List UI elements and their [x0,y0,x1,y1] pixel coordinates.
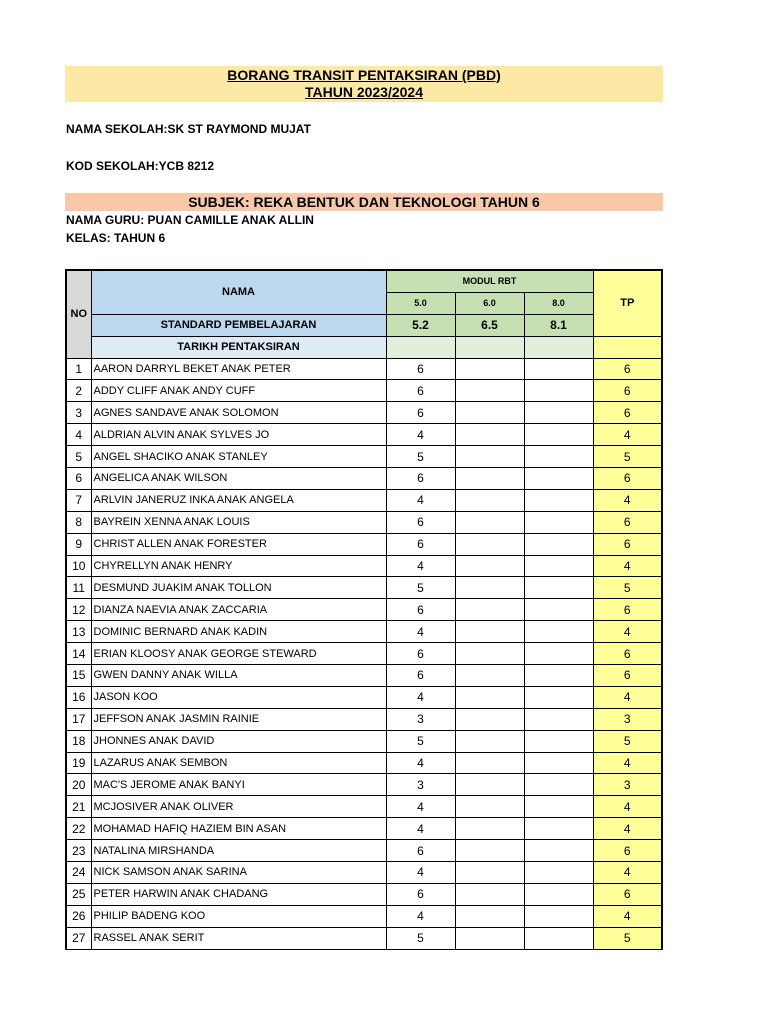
score-cell[interactable] [524,511,593,533]
row-number: 21 [66,796,91,818]
student-name: JASON KOO [91,686,386,708]
table-row [66,861,662,883]
score-cell[interactable] [524,380,593,402]
score-cell[interactable]: 6 [386,358,455,380]
score-cell[interactable] [524,730,593,752]
module-header: 5.0 [386,292,455,314]
table-row [66,708,662,730]
table-row [66,489,662,511]
table-row [66,664,662,686]
score-cell[interactable]: 6 [386,533,455,555]
assessment-table [65,269,663,950]
score-cell[interactable] [524,643,593,665]
score-cell[interactable]: 6 [386,883,455,905]
student-name: ANGELICA ANAK WILSON [91,467,386,489]
score-cell[interactable] [455,511,524,533]
score-cell[interactable] [524,599,593,621]
tp-cell[interactable]: 5 [593,730,662,752]
score-cell[interactable]: 6 [386,402,455,424]
form-title: BORANG TRANSIT PENTAKSIRAN (PBD) [227,67,501,83]
score-cell[interactable] [455,840,524,862]
score-cell[interactable] [524,664,593,686]
score-cell[interactable] [455,927,524,949]
score-cell[interactable] [455,533,524,555]
student-name: NATALINA MIRSHANDA [91,840,386,862]
row-number: 23 [66,840,91,862]
standard-label: STANDARD PEMBELAJARAN [91,314,386,336]
score-cell[interactable] [524,905,593,927]
table-row [66,621,662,643]
row-number: 7 [66,489,91,511]
student-name: AGNES SANDAVE ANAK SOLOMON [91,402,386,424]
standard-value: 6.5 [455,314,524,336]
table-row [66,424,662,446]
student-name: DESMUND JUAKIM ANAK TOLLON [91,577,386,599]
score-cell[interactable] [524,467,593,489]
score-cell[interactable] [524,621,593,643]
score-cell[interactable] [455,621,524,643]
student-name: PETER HARWIN ANAK CHADANG [91,883,386,905]
table-row [66,883,662,905]
table-row [66,358,662,380]
tp-cell[interactable]: 4 [593,621,662,643]
score-cell[interactable] [455,752,524,774]
tp-cell[interactable]: 4 [593,818,662,840]
row-number: 8 [66,511,91,533]
row-number: 20 [66,774,91,796]
student-name: JEFFSON ANAK JASMIN RAINIE [91,708,386,730]
score-cell[interactable]: 5 [386,927,455,949]
table-row [66,511,662,533]
table-row [66,555,662,577]
no-header: NO [66,270,91,358]
score-cell[interactable]: 4 [386,861,455,883]
table-row [66,599,662,621]
score-cell[interactable]: 6 [386,511,455,533]
score-cell[interactable]: 4 [386,752,455,774]
tp-blank-cell [593,336,662,358]
row-number: 14 [66,643,91,665]
student-name: NICK SAMSON ANAK SARINA [91,861,386,883]
module-header: 8.0 [524,292,593,314]
score-cell[interactable]: 6 [386,380,455,402]
tp-cell[interactable]: 6 [593,664,662,686]
row-number: 6 [66,467,91,489]
table-row [66,796,662,818]
tp-cell[interactable]: 3 [593,708,662,730]
tp-cell[interactable]: 3 [593,774,662,796]
row-number: 2 [66,380,91,402]
score-cell[interactable] [524,840,593,862]
student-name: ARLVIN JANERUZ INKA ANAK ANGELA [91,489,386,511]
student-name: DIANZA NAEVIA ANAK ZACCARIA [91,599,386,621]
row-number: 18 [66,730,91,752]
tp-cell[interactable]: 4 [593,752,662,774]
score-cell[interactable]: 3 [386,708,455,730]
score-cell[interactable] [524,686,593,708]
table-row [66,818,662,840]
score-cell[interactable] [455,555,524,577]
score-cell[interactable] [455,905,524,927]
score-cell[interactable] [455,883,524,905]
table-row [66,840,662,862]
table-row [66,730,662,752]
row-number: 3 [66,402,91,424]
row-number: 13 [66,621,91,643]
tp-cell[interactable]: 4 [593,686,662,708]
score-cell[interactable] [524,489,593,511]
tp-cell[interactable]: 6 [593,533,662,555]
nama-header: NAMA [91,270,386,314]
score-cell[interactable] [455,402,524,424]
score-cell[interactable] [524,774,593,796]
tp-cell[interactable]: 5 [593,927,662,949]
tp-cell[interactable]: 5 [593,446,662,468]
tarikh-cell[interactable] [455,336,524,358]
tarikh-label: TARIKH PENTAKSIRAN [91,336,386,358]
score-cell[interactable] [455,358,524,380]
table-row [66,905,662,927]
score-cell[interactable] [455,730,524,752]
score-cell[interactable]: 5 [386,446,455,468]
tp-cell[interactable]: 4 [593,555,662,577]
score-cell[interactable] [455,577,524,599]
modul-header: MODUL RBT [386,270,593,292]
row-number: 27 [66,927,91,949]
tarikh-cell[interactable] [524,336,593,358]
score-cell[interactable] [455,818,524,840]
school-code: KOD SEKOLAH:YCB 8212 [66,159,215,173]
score-cell[interactable] [455,380,524,402]
score-cell[interactable]: 6 [386,840,455,862]
student-name: MCJOSIVER ANAK OLIVER [91,796,386,818]
score-cell[interactable] [524,446,593,468]
tp-cell[interactable]: 6 [593,883,662,905]
form-title-band [65,66,663,102]
student-name: CHYRELLYN ANAK HENRY [91,555,386,577]
table-row [66,643,662,665]
score-cell[interactable] [524,555,593,577]
score-cell[interactable]: 4 [386,424,455,446]
tp-cell[interactable]: 6 [593,380,662,402]
table-row [66,380,662,402]
score-cell[interactable]: 4 [386,686,455,708]
score-cell[interactable]: 6 [386,599,455,621]
student-name: AARON DARRYL BEKET ANAK PETER [91,358,386,380]
score-cell[interactable]: 4 [386,489,455,511]
student-name: LAZARUS ANAK SEMBON [91,752,386,774]
student-name: MOHAMAD HAFIQ HAZIEM BIN ASAN [91,818,386,840]
tp-cell[interactable]: 4 [593,861,662,883]
score-cell[interactable]: 4 [386,555,455,577]
tp-cell[interactable]: 4 [593,489,662,511]
school-name: NAMA SEKOLAH:SK ST RAYMOND MUJAT [66,122,311,136]
score-cell[interactable] [524,796,593,818]
table-row [66,577,662,599]
student-name: PHILIP BADENG KOO [91,905,386,927]
row-number: 4 [66,424,91,446]
row-number: 19 [66,752,91,774]
score-cell[interactable] [455,708,524,730]
tp-cell[interactable]: 4 [593,905,662,927]
row-number: 16 [66,686,91,708]
row-number: 9 [66,533,91,555]
score-cell[interactable] [524,358,593,380]
score-cell[interactable] [455,774,524,796]
row-number: 11 [66,577,91,599]
score-cell[interactable] [524,708,593,730]
standard-value: 8.1 [524,314,593,336]
score-cell[interactable] [524,818,593,840]
score-cell[interactable] [524,883,593,905]
tp-cell[interactable]: 6 [593,840,662,862]
student-name: RASSEL ANAK SERIT [91,927,386,949]
score-cell[interactable] [524,424,593,446]
table-row [66,927,662,949]
score-cell[interactable] [524,533,593,555]
row-number: 5 [66,446,91,468]
row-number: 25 [66,883,91,905]
table-row [66,402,662,424]
student-name: ANGEL SHACIKO ANAK STANLEY [91,446,386,468]
score-cell[interactable] [524,861,593,883]
row-number: 24 [66,861,91,883]
tp-cell[interactable]: 6 [593,643,662,665]
table-row [66,446,662,468]
subject-title: SUBJEK: REKA BENTUK DAN TEKNOLOGI TAHUN 6 [65,193,663,211]
score-cell[interactable] [455,686,524,708]
score-cell[interactable] [524,752,593,774]
student-name: DOMINIC BERNARD ANAK KADIN [91,621,386,643]
row-number: 10 [66,555,91,577]
score-cell[interactable]: 5 [386,730,455,752]
tp-cell[interactable]: 6 [593,402,662,424]
form-year: TAHUN 2023/2024 [304,84,424,100]
score-cell[interactable] [455,446,524,468]
table-row [66,752,662,774]
standard-value: 5.2 [386,314,455,336]
score-cell[interactable]: 4 [386,796,455,818]
row-number: 12 [66,599,91,621]
score-cell[interactable]: 6 [386,467,455,489]
row-number: 1 [66,358,91,380]
teacher-name: NAMA GURU: PUAN CAMILLE ANAK ALLIN [66,213,314,227]
tp-cell[interactable]: 4 [593,424,662,446]
class-name: KELAS: TAHUN 6 [66,231,166,245]
student-name: MAC'S JEROME ANAK BANYI [91,774,386,796]
student-name: ERIAN KLOOSY ANAK GEORGE STEWARD [91,643,386,665]
student-name: ADDY CLIFF ANAK ANDY CUFF [91,380,386,402]
table-row [66,774,662,796]
tp-header: TP [593,270,662,336]
module-header: 6.0 [455,292,524,314]
score-cell[interactable] [455,643,524,665]
student-name: CHRIST ALLEN ANAK FORESTER [91,533,386,555]
score-cell[interactable]: 6 [386,664,455,686]
tp-cell[interactable]: 5 [593,577,662,599]
score-cell[interactable] [455,489,524,511]
row-number: 15 [66,664,91,686]
student-name: ALDRIAN ALVIN ANAK SYLVES JO [91,424,386,446]
tp-cell[interactable]: 4 [593,796,662,818]
score-cell[interactable] [455,599,524,621]
student-name: JHONNES ANAK DAVID [91,730,386,752]
row-number: 17 [66,708,91,730]
score-cell[interactable] [455,861,524,883]
score-cell[interactable] [524,927,593,949]
tp-cell[interactable]: 6 [593,467,662,489]
score-cell[interactable] [524,402,593,424]
score-cell[interactable]: 6 [386,643,455,665]
table-row [66,467,662,489]
table-row [66,533,662,555]
student-name: GWEN DANNY ANAK WILLA [91,664,386,686]
row-number: 22 [66,818,91,840]
row-number: 26 [66,905,91,927]
tp-cell[interactable]: 6 [593,599,662,621]
score-cell[interactable]: 5 [386,577,455,599]
score-cell[interactable]: 4 [386,818,455,840]
table-row [66,686,662,708]
student-name: BAYREIN XENNA ANAK LOUIS [91,511,386,533]
score-cell[interactable] [455,424,524,446]
score-cell[interactable] [524,577,593,599]
tarikh-cell[interactable] [386,336,455,358]
score-cell[interactable]: 3 [386,774,455,796]
score-cell[interactable] [455,664,524,686]
tp-cell[interactable]: 6 [593,511,662,533]
score-cell[interactable]: 4 [386,905,455,927]
score-cell[interactable] [455,467,524,489]
score-cell[interactable] [455,796,524,818]
tp-cell[interactable]: 6 [593,358,662,380]
score-cell[interactable]: 4 [386,621,455,643]
